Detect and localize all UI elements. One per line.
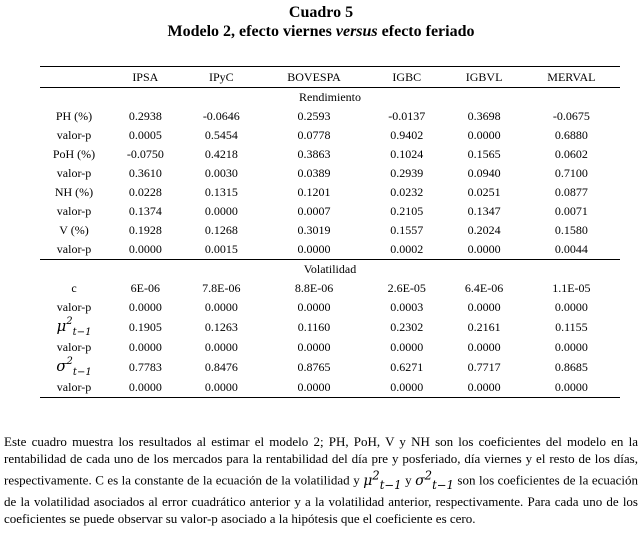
table-cell: 0.2302: [390, 320, 424, 334]
table-cell: 0.7717: [467, 360, 501, 374]
table-cell: 0.0000: [128, 340, 162, 354]
row-label: valor-p: [56, 166, 92, 180]
table-cell: 0.7783: [128, 360, 162, 374]
inline-mu: μ: [363, 472, 373, 489]
table-caption-number: Cuadro 5: [288, 4, 354, 21]
table-cell: 0.1557: [390, 223, 424, 237]
table-cell: 0.1374: [128, 204, 162, 218]
table-cell: 0.1201: [297, 185, 331, 199]
section-row-rendimiento: [40, 88, 620, 108]
subtitle-part-1: Modelo 2, efecto viernes: [167, 23, 336, 40]
table-cell: 0.1268: [204, 223, 238, 237]
table-cell: 0.1315: [204, 185, 238, 199]
table-row: [40, 107, 620, 126]
table-cell: 0.0000: [554, 340, 588, 354]
col-header-igbc: IGBC: [368, 67, 445, 88]
table-row: [40, 183, 620, 202]
table-cell: 0.1905: [128, 320, 162, 334]
table-cell: 0.4218: [204, 147, 238, 161]
table-cell: 0.0000: [108, 378, 183, 398]
table-cell: -0.0646: [202, 109, 240, 123]
table-row: [40, 378, 620, 398]
table-cell: 0.0232: [390, 185, 424, 199]
table-row: [40, 240, 620, 260]
table-cell: 0.2024: [467, 223, 501, 237]
table-cell: 2.6E-05: [387, 281, 426, 295]
header-row: [40, 67, 620, 88]
table-cell: 0.8685: [554, 360, 588, 374]
table-cell: 0.9402: [390, 128, 424, 142]
table-cell: 0.2939: [390, 166, 424, 180]
mu-sub: t−1: [72, 327, 92, 338]
table-cell: 1.1E-05: [552, 281, 591, 295]
table-cell: 0.0000: [467, 128, 501, 142]
table-row: [40, 298, 620, 317]
table-cell: 0.2161: [467, 320, 501, 334]
table-cell: 0.0030: [204, 166, 238, 180]
mu-sup: 2: [66, 316, 73, 327]
table-cell: 0.0000: [554, 300, 588, 314]
table-caption-title: [0, 23, 642, 41]
inline-mu-sup: 2: [372, 468, 380, 482]
table-row: [40, 164, 620, 183]
table-row: [40, 338, 620, 357]
table-cell: 0.0778: [297, 128, 331, 142]
table-footnote: [4, 433, 638, 527]
row-label: valor-p: [56, 242, 92, 256]
table-cell: 6.4E-06: [464, 281, 504, 295]
sigma-sub: t−1: [72, 367, 92, 378]
row-label: PoH (%): [52, 147, 96, 161]
table-cell: 0.2105: [390, 204, 424, 218]
footnote-and: y: [401, 472, 416, 488]
section-row-volatilidad: [40, 260, 620, 280]
subtitle-part-3: efecto feriado: [377, 23, 475, 40]
row-label: valor-p: [56, 300, 92, 314]
row-label: valor-p: [56, 128, 92, 142]
table-cell: 0.0000: [467, 242, 501, 256]
inline-sigma: σ: [415, 472, 425, 489]
inline-sigma-sub: t−1: [432, 477, 454, 492]
table-cell: 0.0000: [445, 378, 522, 398]
section-label-volatilidad: Volatilidad: [40, 260, 620, 280]
table-cell: 0.0044: [554, 242, 588, 256]
table-cell: 0.1155: [555, 320, 588, 334]
table-cell: 0.3019: [297, 223, 331, 237]
row-label: valor-p: [56, 340, 92, 354]
table-cell: 0.0000: [467, 340, 501, 354]
table-cell: 0.0000: [297, 340, 331, 354]
table-cell: 0.0005: [128, 128, 162, 142]
footnote-sigma-symbol: [415, 468, 454, 492]
col-header-merval: MERVAL: [523, 67, 620, 88]
table-cell: 0.0007: [297, 204, 331, 218]
table-cell: 0.1565: [467, 147, 501, 161]
table-row: [40, 357, 620, 378]
col-header-igbvl: IGBVL: [445, 67, 522, 88]
table-cell: 0.0002: [390, 242, 424, 256]
table-cell: 0.0940: [467, 166, 501, 180]
row-label-mu: [40, 317, 108, 338]
row-label: NH (%): [54, 185, 94, 199]
subtitle-versus: versus: [335, 23, 378, 40]
row-label-sigma: [40, 357, 108, 378]
section-label-rendimiento: Rendimiento: [299, 90, 361, 104]
table-cell: 0.0000: [128, 242, 162, 256]
table-cell: 0.1263: [204, 320, 238, 334]
table-row: [40, 145, 620, 164]
table-cell: 0.2593: [297, 109, 331, 123]
table-cell: 0.1580: [554, 223, 588, 237]
table-cell: 0.0000: [297, 242, 331, 256]
table-cell: 0.1024: [390, 147, 424, 161]
table-cell: 0.6271: [390, 360, 424, 374]
table-cell: 7.8E-06: [202, 281, 241, 295]
table-cell: 0.3610: [128, 166, 162, 180]
table-cell: 0.2938: [128, 109, 162, 123]
col-header-ipyc: IPyC: [183, 67, 260, 88]
inline-sigma-sup: 2: [424, 468, 433, 482]
table-cell: 0.0000: [260, 378, 368, 398]
table-cell: 0.0003: [390, 300, 424, 314]
table-cell: 0.0000: [128, 300, 162, 314]
row-label: valor-p: [56, 204, 92, 218]
col-header-ipsa: IPSA: [108, 67, 183, 88]
table-cell: 0.0251: [467, 185, 501, 199]
table-cell: 0.0389: [297, 166, 331, 180]
row-label: V (%): [59, 223, 89, 237]
table-cell: 0.0015: [204, 242, 238, 256]
col-header-bovespa: BOVESPA: [260, 67, 368, 88]
table-cell: 0.8476: [204, 360, 238, 374]
table-cell: 0.0877: [554, 185, 588, 199]
inline-mu-sub: t−1: [379, 477, 402, 492]
sigma-symbol: σ: [56, 357, 67, 375]
table-cell: 6E-06: [130, 281, 160, 295]
mu-symbol: μ: [56, 317, 67, 335]
table-cell: 0.1347: [467, 204, 501, 218]
footnote-part-1: Este cuadro muestra los resultados al estimar el modelo 2; PH, PoH, V y NH son los coeficientes del modelo en la rentabilidad de cada uno de los mercados para la rentabilidad del día pre y posferiado, día viernes y el resto de los días, respectivamente. C es la constante de la ecuación de la volatilidad: [4, 434, 638, 488]
table-cell: 0.0071: [554, 204, 588, 218]
table-cell: 0.3863: [297, 147, 331, 161]
table-cell: -0.0675: [552, 109, 590, 123]
table-cell: 0.1928: [128, 223, 162, 237]
table-cell: 0.0602: [554, 147, 588, 161]
table-cell: 0.1160: [297, 320, 331, 334]
table-cell: 0.7100: [554, 166, 588, 180]
table-cell: 0.0000: [204, 340, 238, 354]
table-cell: 0.6880: [554, 128, 588, 142]
table-row: [40, 279, 620, 298]
footnote-text: [4, 433, 638, 527]
table-cell: 0.0228: [128, 185, 162, 199]
table-row: [40, 126, 620, 145]
table-cell: -0.0137: [388, 109, 426, 123]
table-cell: 0.0000: [368, 378, 445, 398]
row-label: valor-p: [40, 378, 108, 398]
results-table: [40, 66, 620, 398]
table-cell: 0.0000: [204, 204, 238, 218]
table-row: [40, 317, 620, 338]
table-cell: 0.0000: [204, 300, 238, 314]
sigma-sup: 2: [66, 356, 73, 367]
table-cell: 0.0000: [183, 378, 260, 398]
table-cell: 0.3698: [467, 109, 501, 123]
table-cell: -0.0750: [126, 147, 164, 161]
table-cell: 0.0000: [523, 378, 620, 398]
table-cell: 8.8E-06: [294, 281, 334, 295]
table-cell: 0.0000: [297, 300, 331, 314]
table-row: [40, 202, 620, 221]
table-row: [40, 221, 620, 240]
row-label: c: [71, 281, 77, 295]
table-cell: 0.0000: [390, 340, 424, 354]
header-label-cell: [40, 67, 108, 88]
footnote-y: y: [353, 472, 360, 488]
row-label: PH (%): [55, 109, 93, 123]
table-cell: 0.8765: [297, 360, 331, 374]
table-cell: 0.0000: [467, 300, 501, 314]
table-cell: 0.5454: [204, 128, 238, 142]
footnote-mu-symbol: [363, 468, 402, 492]
footnote-part-2: son los coeficientes de la ecuación de la volatilidad asociados al error cuadrático anterior y a la volatilidad anterior, respectivamente. Para cada uno de los coeficientes se puede observar su valor-p asociado a la hipótesis que el coeficiente es cero.: [4, 472, 639, 527]
